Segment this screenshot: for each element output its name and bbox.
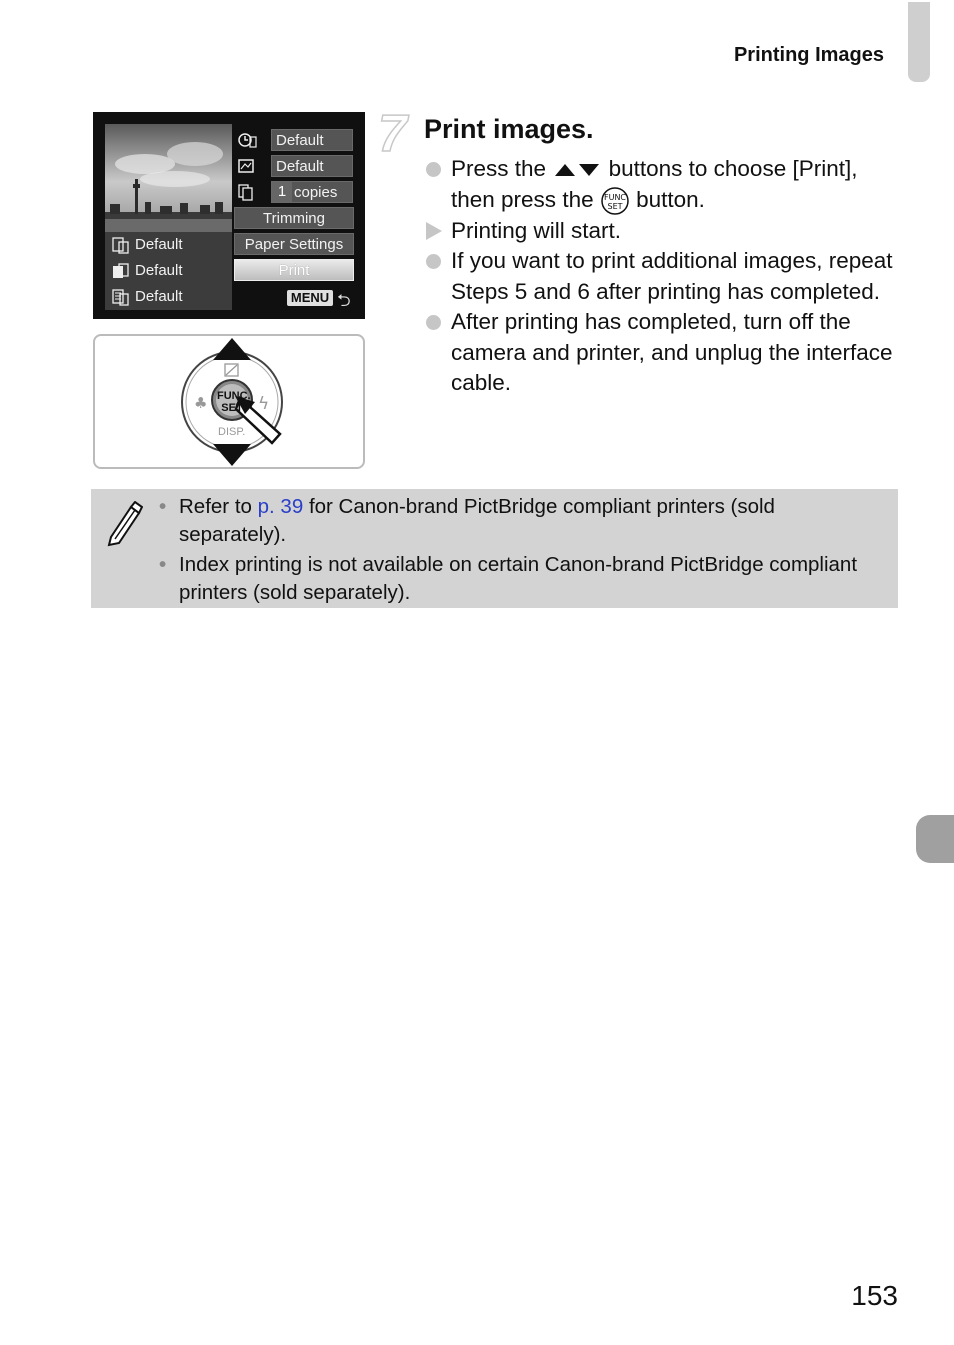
print-button-label: Print — [278, 262, 310, 279]
svg-text:ϟ: ϟ — [258, 394, 270, 414]
copies-label: copies — [294, 184, 338, 201]
instruction-text: buttons to choose [Print], then press the — [451, 156, 858, 212]
paper-type-row — [111, 260, 229, 282]
trimming-button[interactable]: Trimming — [234, 207, 354, 229]
page-reference-link[interactable]: p. 39 — [257, 495, 304, 518]
result-arrow-icon — [426, 222, 442, 240]
copies-count: 1 — [272, 182, 292, 202]
paper-settings-button[interactable]: Paper Settings — [234, 233, 354, 255]
result-item — [424, 216, 894, 247]
note-item — [159, 493, 859, 549]
note-text: Refer to — [179, 495, 252, 518]
paper-size-row — [111, 234, 229, 256]
paper-size-value: Default — [135, 236, 183, 253]
chapter-thumb-tab — [916, 815, 954, 863]
svg-text:FUNC: FUNC — [603, 192, 626, 202]
image-setting-value[interactable]: Default — [271, 155, 353, 177]
paper-type-value: Default — [135, 262, 183, 279]
running-header: Printing Images — [733, 44, 884, 66]
step-number: 7 — [378, 105, 407, 163]
note-bullet: • — [159, 495, 167, 518]
instruction-item — [424, 307, 894, 399]
layout-icon — [111, 288, 131, 306]
result-text: Printing will start. — [451, 217, 622, 243]
control-dial-diagram — [93, 334, 365, 469]
preview-photo — [105, 124, 232, 239]
svg-text:SET: SET — [607, 201, 623, 211]
note-text: Index printing is not available on certain Canon-brand PictBridge compliant printers (sold separately). — [179, 553, 858, 604]
back-icon: ⮌ — [337, 291, 351, 310]
instruction-text: After printing has completed, turn off the camera and printer, and unplug the interface cable. — [451, 309, 893, 396]
step-title: Print images. — [424, 114, 594, 144]
clock-icon — [237, 131, 257, 149]
copies-icon — [237, 183, 257, 201]
chapter-tab-top — [908, 2, 930, 82]
menu-button-badge[interactable]: MENU — [287, 290, 333, 306]
instruction-text: button. — [636, 186, 705, 212]
pencil-icon — [105, 501, 143, 547]
instruction-text: If you want to print additional images, repeat Steps 5 and 6 after printing has completed. — [451, 248, 893, 304]
instruction-item — [424, 246, 894, 307]
layout-row — [111, 286, 229, 308]
image-effect-icon — [237, 157, 257, 175]
paper-type-icon — [111, 262, 131, 280]
page-number: 153 — [851, 1280, 898, 1311]
circle-bullet-icon — [426, 254, 441, 269]
copies-value[interactable] — [271, 181, 353, 203]
circle-bullet-icon — [426, 315, 441, 330]
note-item — [159, 551, 859, 607]
func-set-button-icon — [600, 186, 630, 216]
svg-text:♣: ♣ — [194, 394, 208, 412]
note-text: for Canon-brand PictBridge compliant printers (sold separately). — [179, 495, 775, 546]
disp-label: DISP. — [218, 426, 246, 438]
set-label: SET — [221, 402, 243, 414]
paper-settings-panel — [105, 232, 232, 310]
instruction-text: Press the — [451, 156, 547, 181]
print-button[interactable] — [234, 259, 354, 281]
date-setting-value[interactable]: Default — [271, 129, 353, 151]
func-label: FUNC. — [217, 390, 251, 402]
instruction-item — [424, 154, 894, 216]
camera-lcd-screenshot — [93, 112, 365, 319]
up-down-arrows-icon — [552, 160, 602, 180]
circle-bullet-icon — [426, 162, 441, 177]
note-bullet: • — [159, 553, 167, 576]
note-list — [159, 493, 859, 609]
note-box — [91, 489, 898, 608]
step-instructions — [424, 154, 894, 399]
paper-size-icon — [111, 236, 131, 254]
layout-value: Default — [135, 288, 183, 305]
